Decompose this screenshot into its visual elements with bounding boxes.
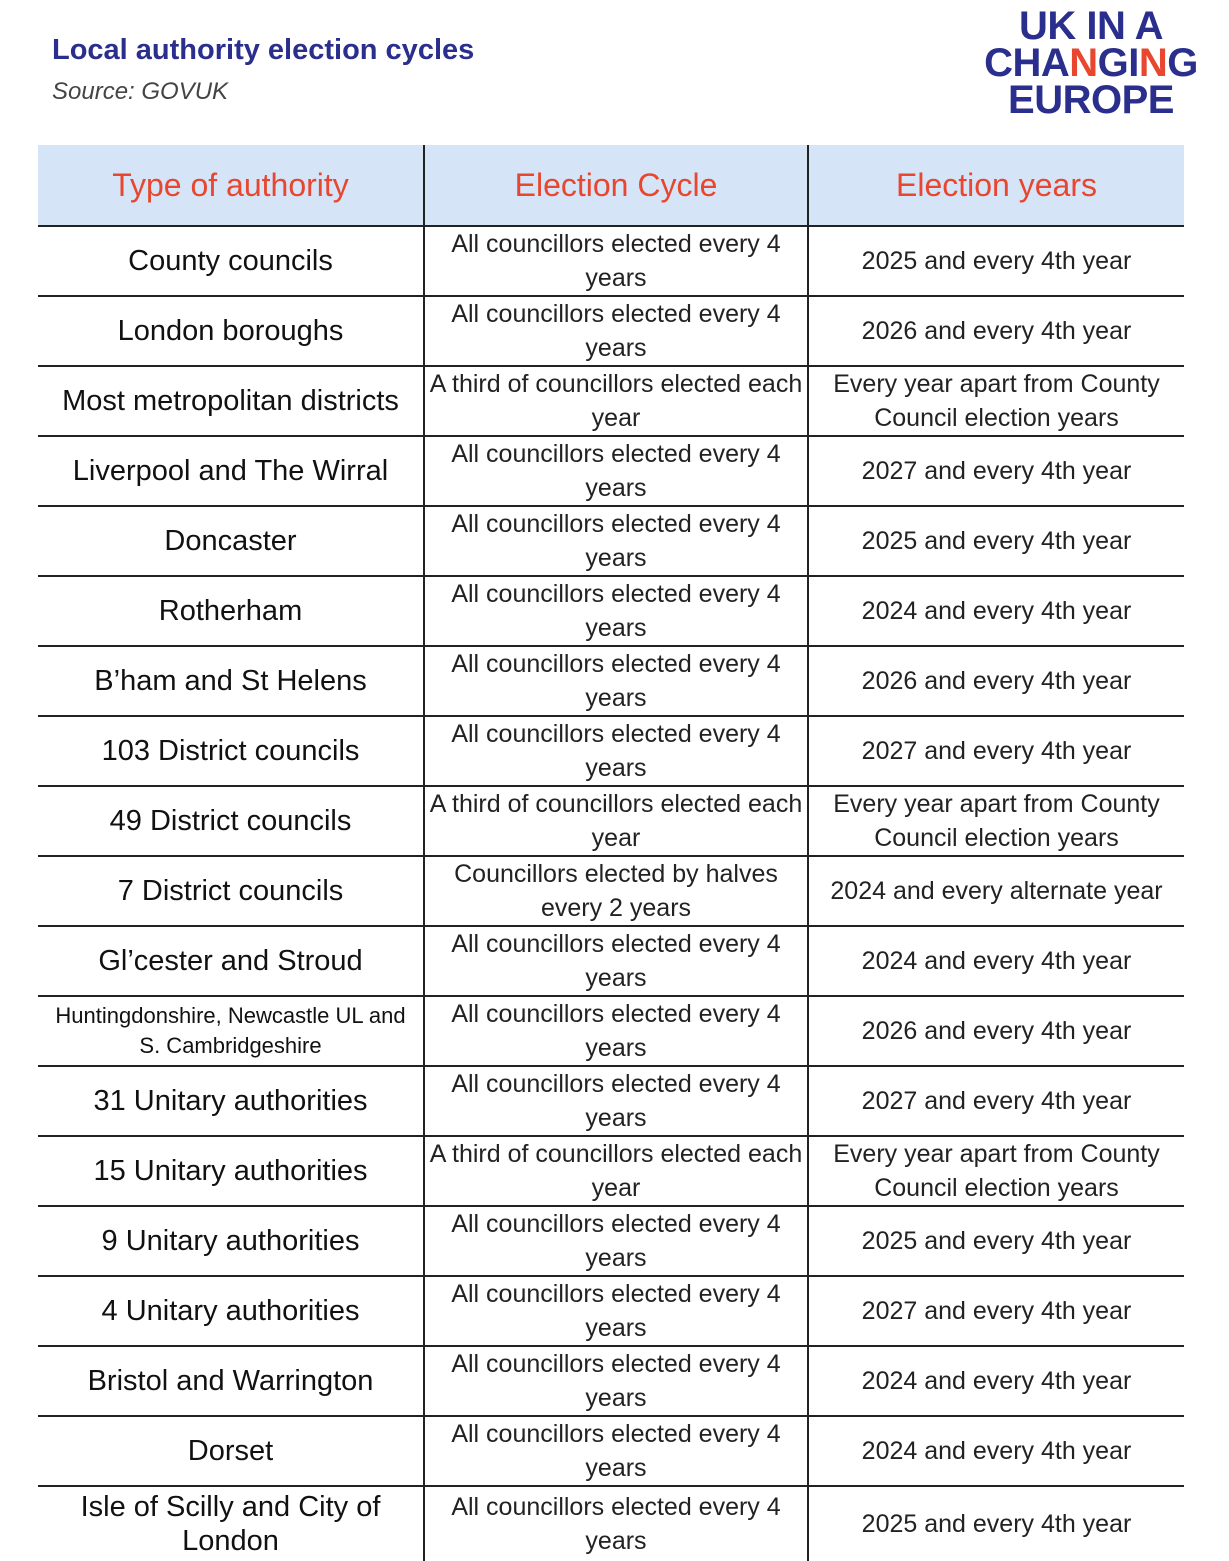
election-years-cell: 2027 and every 4th year [808, 436, 1184, 506]
authority-cell: Gl’cester and Stroud [38, 926, 424, 996]
election-cycle-cell: All councillors elected every 4 years [424, 1346, 808, 1416]
table-row [38, 1066, 1184, 1136]
source-caption: Source: GOVUK [52, 78, 229, 105]
election-cycle-cell: A third of councillors elected each year [424, 1136, 808, 1206]
election-years-cell: 2027 and every 4th year [808, 1066, 1184, 1136]
election-cycle-cell: All councillors elected every 4 years [424, 1416, 808, 1486]
election-cycle-cell: All councillors elected every 4 years [424, 926, 808, 996]
election-cycle-cell: All councillors elected every 4 years [424, 1066, 808, 1136]
election-cycle-cell: A third of councillors elected each year [424, 786, 808, 856]
authority-cell: Dorset [38, 1416, 424, 1486]
table-row [38, 716, 1184, 786]
table-row [38, 646, 1184, 716]
authority-cell: 31 Unitary authorities [38, 1066, 424, 1136]
election-cycle-cell: All councillors elected every 4 years [424, 996, 808, 1066]
election-years-cell: 2025 and every 4th year [808, 1486, 1184, 1561]
election-cycle-cell: All councillors elected every 4 years [424, 646, 808, 716]
authority-cell: 103 District councils [38, 716, 424, 786]
table-row [38, 226, 1184, 296]
table-row [38, 366, 1184, 436]
election-years-cell: Every year apart from County Council election years [808, 786, 1184, 856]
election-years-cell: Every year apart from County Council election years [808, 366, 1184, 436]
authority-cell: Isle of Scilly and City of London [80, 1491, 381, 1557]
election-cycle-cell: All councillors elected every 4 years [424, 1486, 808, 1561]
election-cycle-cell: All councillors elected every 4 years [424, 1276, 808, 1346]
election-cycle-cell: All councillors elected every 4 years [424, 506, 808, 576]
authority-cell: Huntingdonshire, Newcastle UL and S. Cambridgeshire [38, 996, 424, 1066]
table-row [38, 996, 1184, 1066]
election-cycle-cell: All councillors elected every 4 years [424, 576, 808, 646]
table-row [38, 1486, 1184, 1561]
authority-cell: 15 Unitary authorities [38, 1136, 424, 1206]
election-cycles-table [38, 145, 1184, 1561]
table-row [38, 1206, 1184, 1276]
table-row [38, 1276, 1184, 1346]
election-years-cell: 2025 and every 4th year [808, 1206, 1184, 1276]
column-header-cycle: Election Cycle [424, 145, 808, 226]
table-header-row [38, 145, 1184, 226]
election-years-cell: 2026 and every 4th year [808, 646, 1184, 716]
page-title: Local authority election cycles [52, 34, 475, 66]
authority-cell: Rotherham [38, 576, 424, 646]
authority-cell: 7 District councils [38, 856, 424, 926]
logo-line-2: CHANGING [984, 41, 1198, 85]
authority-cell: County councils [38, 226, 424, 296]
election-years-cell: 2024 and every 4th year [808, 1416, 1184, 1486]
authority-cell: London boroughs [38, 296, 424, 366]
authority-cell: 4 Unitary authorities [38, 1276, 424, 1346]
election-cycle-cell: Councillors elected by halves every 2 years [424, 856, 808, 926]
table-row [38, 856, 1184, 926]
authority-cell: Bristol and Warrington [38, 1346, 424, 1416]
table-row [38, 1346, 1184, 1416]
election-years-cell: 2024 and every alternate year [808, 856, 1184, 926]
authority-cell: 49 District councils [38, 786, 424, 856]
authority-cell: 9 Unitary authorities [38, 1206, 424, 1276]
table-row [38, 786, 1184, 856]
election-years-cell: Every year apart from County Council election years [808, 1136, 1184, 1206]
logo-line-3: EUROPE [1008, 78, 1174, 122]
table-row [38, 506, 1184, 576]
election-cycle-cell: A third of councillors elected each year [424, 366, 808, 436]
table-row [38, 436, 1184, 506]
election-years-cell: 2024 and every 4th year [808, 576, 1184, 646]
authority-cell: Liverpool and The Wirral [38, 436, 424, 506]
election-years-cell: 2027 and every 4th year [808, 716, 1184, 786]
authority-cell: B’ham and St Helens [38, 646, 424, 716]
election-cycle-cell: All councillors elected every 4 years [424, 296, 808, 366]
election-years-cell: 2027 and every 4th year [808, 1276, 1184, 1346]
authority-cell: Doncaster [38, 506, 424, 576]
column-header-years: Election years [808, 145, 1184, 226]
election-cycle-cell: All councillors elected every 4 years [424, 1206, 808, 1276]
election-years-cell: 2026 and every 4th year [808, 296, 1184, 366]
election-years-cell: 2025 and every 4th year [808, 506, 1184, 576]
table-row [38, 1416, 1184, 1486]
election-years-cell: 2026 and every 4th year [808, 996, 1184, 1066]
election-years-cell: 2024 and every 4th year [808, 1346, 1184, 1416]
authority-cell: Most metropolitan districts [38, 366, 424, 436]
table-row [38, 1136, 1184, 1206]
election-cycle-cell: All councillors elected every 4 years [424, 716, 808, 786]
election-years-cell: 2024 and every 4th year [808, 926, 1184, 996]
column-header-authority: Type of authority [38, 145, 424, 226]
election-cycle-cell: All councillors elected every 4 years [424, 436, 808, 506]
election-cycle-cell: All councillors elected every 4 years [424, 226, 808, 296]
election-years-cell: 2025 and every 4th year [808, 226, 1184, 296]
logo-line-1: UK IN A [1019, 4, 1163, 48]
table-row [38, 296, 1184, 366]
table-row [38, 576, 1184, 646]
uk-in-a-changing-europe-logo [960, 4, 1222, 122]
table-row [38, 926, 1184, 996]
